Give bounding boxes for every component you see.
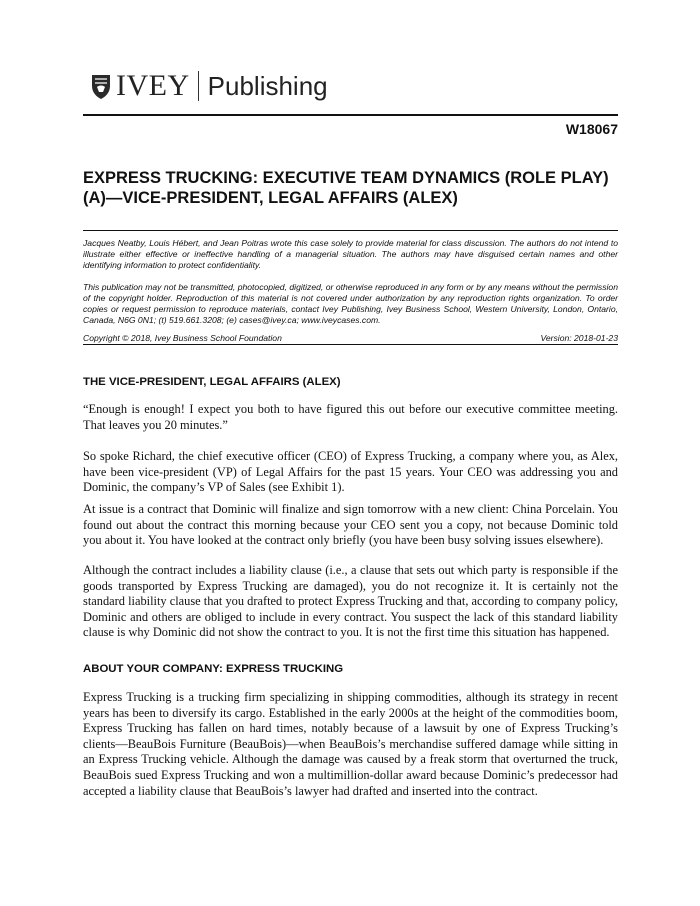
case-title: EXPRESS TRUCKING: EXECUTIVE TEAM DYNAMICS (ROLE PLAY) (A)—VICE-PRESIDENT, LEGAL AFFAIRS (ALEX)	[83, 169, 609, 207]
copyright-text: Copyright © 2018, Ivey Business School Foundation	[83, 333, 282, 343]
logo-divider	[198, 71, 199, 101]
case-number: W18067	[565, 121, 618, 137]
title-rule	[83, 230, 618, 231]
section-heading-company: ABOUT YOUR COMPANY: EXPRESS TRUCKING	[83, 663, 344, 675]
permissions-note: This publication may not be transmitted, photocopied, digitized, or otherwise reproduced in any form or by any means without the permission of the copyright holder. Reproduction of this material is not covered under authorization by any reproduction rights organization. To order copies or request permission to reproduce materials, contact Ivey Publishing, Ivey Business School, Western University, London, Ontario, Canada, N6G 0N1; (t) 519.661.3208; (e) cases@ivey.ca; www.iveycases.com.	[83, 282, 618, 325]
paragraph: Although the contract includes a liability clause (i.e., a clause that sets out which party is responsible if the goods transported by Express Trucking are damaged), you do not recognize it. It is certainly not the standard liability clause that you drafted to protect Express Trucking and that, according to company policy, Dominic and others are obliged to include in every contract. You suspect the lack of this standard liability clause is why Dominic did not show the contract to you. It is not the first time this situation has happened.	[83, 563, 618, 640]
ivey-publishing-logo	[90, 66, 328, 106]
paragraph: “Enough is enough! I expect you both to have figured this out before our executive committee meeting. That leaves you 20 minutes.”	[83, 402, 618, 432]
header-rule	[83, 114, 618, 116]
section-heading-vp: THE VICE-PRESIDENT, LEGAL AFFAIRS (ALEX)	[83, 376, 341, 388]
authors-note: Jacques Neatby, Louis Hébert, and Jean Poitras wrote this case solely to provide material for class discussion. The authors do not intend to illustrate either effective or ineffective handling of a managerial situation. The authors may have disguised certain names and other identifying information to protect confidentiality.	[83, 238, 618, 270]
crest-icon	[90, 72, 112, 100]
copyright-row	[83, 333, 618, 343]
brand-name: IVEY	[116, 69, 190, 102]
paragraph: So spoke Richard, the chief executive officer (CEO) of Express Trucking, a company where you, as Alex, have been vice-president (VP) of Legal Affairs for the past 15 years. Your CEO was addressing you and Dominic, the company’s VP of Sales (see Exhibit 1).	[83, 449, 618, 495]
version-text: Version: 2018-01-23	[540, 333, 618, 343]
copyright-rule	[83, 344, 618, 345]
paragraph: At issue is a contract that Dominic will finalize and sign tomorrow with a new client: China Porcelain. You found out about the contract this morning because your CEO sent you a copy, not because Dominic told you about it. You have looked at the contract only briefly (you have been busy solving issues elsewhere).	[83, 502, 618, 548]
paragraph: Express Trucking is a trucking firm specializing in shipping commodities, although its strategy in recent years has been to diversify its cargo. Established in the early 2000s at the height of the commodities boom, Express Trucking has fallen on hard times, notably because of a lawsuit by one of Express Trucking’s clients—BeauBois Furniture (BeauBois)—when BeauBois’s merchandise suffered damage while sitting in an Express Trucking vehicle. Although the damage was caused by a freak storm that overturned the truck, BeauBois sued Express Trucking and won a multimillion-dollar award because Dominic’s predecessor had accepted a liability clause that BeauBois’s lawyer had drafted and inserted into the contract.	[83, 690, 618, 798]
publisher-name: Publishing	[207, 71, 328, 101]
